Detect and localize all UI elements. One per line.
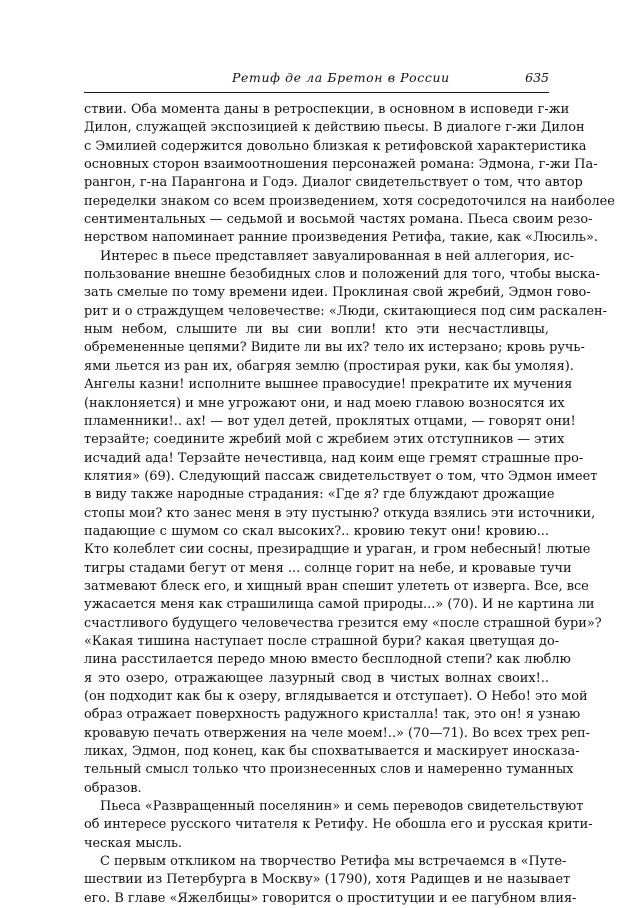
text-line: я это озеро, отражающее лазурный свод в чистых волнах своих!.. — [84, 670, 549, 686]
text-line: лина расстилается передо мною вместо бесплодной степи? как люблю — [84, 652, 571, 668]
page-header — [84, 70, 549, 93]
text-line: в виду также народные страдания: «Где я? где блуждают дрожащие — [84, 487, 555, 503]
text-line: ческая мысль. — [84, 835, 183, 851]
text-line: кровавую печать отвержения на челе моем!..» (70—71). Во всех трех реп- — [84, 725, 590, 741]
text-line: Пьеса «Развращенный поселянин» и семь переводов свидетельствуют — [100, 799, 584, 815]
text-line: ликах, Эдмон, под конец, как бы спохватывается и маскирует иносказа- — [84, 744, 580, 760]
text-line: Кто колеблет сии сосны, презирадщие и ураган, и гром небесный! лютые — [84, 542, 591, 558]
text-line: стопы мои? кто занес меня в эту пустыню? откуда взялись эти источники, — [84, 505, 596, 521]
text-line: пользование внешне безобидных слов и положений для того, чтобы выска- — [84, 267, 600, 283]
text-line: терзайте; соедините жребий мой с жребием этих отступников — этих — [84, 432, 565, 448]
text-line: (он подходит как бы к озеру, вглядывается и отступает). О Небо! это мой — [84, 689, 588, 704]
text-line: С первым откликом на творчество Ретифа мы встречаемся в «Путе- — [100, 854, 567, 870]
running-title: Ретиф де ла Бретон в России — [232, 70, 450, 85]
text-line: Ангелы казни! исполните вышнее правосудие! прекратите их мучения — [84, 377, 573, 393]
text-line: образов. — [84, 780, 142, 796]
text-line: сентиментальных — седьмой и восьмой частях романа. Пьеса своим резо- — [84, 212, 593, 228]
text-line: основных сторон взаимоотношения персонажей романа: Эдмона, г-жи Па- — [84, 157, 598, 173]
text-line: с Эмилией содержится довольно близкая к ретифовской характеристика — [84, 138, 587, 154]
text-line: его. В главе «Яжелбицы» говорится о проституции и ее пагубном влия- — [84, 890, 577, 906]
text-line: Интерес в пьесе представляет завуалированная в ней аллегория, ис- — [100, 248, 575, 264]
text-line: падающие с шумом со скал высоких?.. кровию текут они! кровию... — [84, 523, 549, 539]
text-line: образ отражает поверхность радужного кристалла! так, это он! я узнаю — [84, 707, 581, 723]
text-line: зать смелые по тому времени идеи. Проклиная свой жребий, Эдмон гово- — [84, 285, 591, 301]
text-line: ужасается меня как страшилища самой природы...» (70). И не картина ли — [84, 597, 595, 613]
text-line: обремененные цепями? Видите ли вы их? тело их истерзано; кровь ручь- — [84, 340, 585, 356]
text-line: пламенники!.. ах! — вот удел детей, проклятых отцами, — говорят они! — [84, 413, 576, 429]
text-line: клятия» (69). Следующий пассаж свидетельствует о том, что Эдмон имеет — [84, 468, 598, 484]
text-line: рангон, г-на Парангона и Годэ. Диалог свидетельствует о том, что автор — [84, 175, 583, 191]
text-line: (наклоняется) и мне угрожают они, и над моею главою возносятся их — [84, 395, 565, 411]
text-line: переделки знаком со всем произведением, хотя сосредоточился на наиболее — [84, 193, 615, 209]
text-line: об интересе русского читателя к Ретифу. Не обошла его и русская крити- — [84, 817, 593, 833]
text-line: ями льется из ран их, обагряя землю (простирая руки, как бы умоляя). — [84, 358, 574, 374]
text-line: «Какая тишина наступает после страшной бури? какая цветущая до- — [84, 633, 560, 649]
text-line: счастливого будущего человечества грезится ему «после страшной бури»? — [84, 615, 602, 631]
text-line: нерством напоминает ранние произведения Ретифа, такие, как «Люсиль». — [84, 230, 598, 246]
text-line: исчадий ада! Терзайте нечестивца, над коим еще гремят страшные про- — [84, 450, 584, 466]
text-line: тельный смысл только что произнесенных слов и намеренно туманных — [84, 762, 574, 778]
text-line: ствии. Оба момента даны в ретроспекции, в основном в исповеди г-жи — [84, 102, 570, 117]
text-line: Дилон, служащей экспозицией к действию пьесы. В диалоге г-жи Дилон — [84, 120, 585, 136]
text-line: ным небом, слышите ли вы сии вопли! кто эти несчастливцы, — [84, 322, 549, 338]
text-line: затмевают блеск его, и хищный вран спешит улететь от изверга. Все, все — [84, 578, 589, 594]
text-line: шествии из Петербурга в Москву» (1790), хотя Радищев и не называет — [84, 872, 571, 888]
body-text — [84, 101, 615, 908]
page-number: 635 — [525, 70, 549, 85]
text-line: рит и о страждущем человечестве: «Люди, скитающиеся под сим раскален- — [84, 303, 607, 319]
text-line: тигры стадами бегут от меня ... солнце горит на небе, и кровавые тучи — [84, 560, 572, 576]
